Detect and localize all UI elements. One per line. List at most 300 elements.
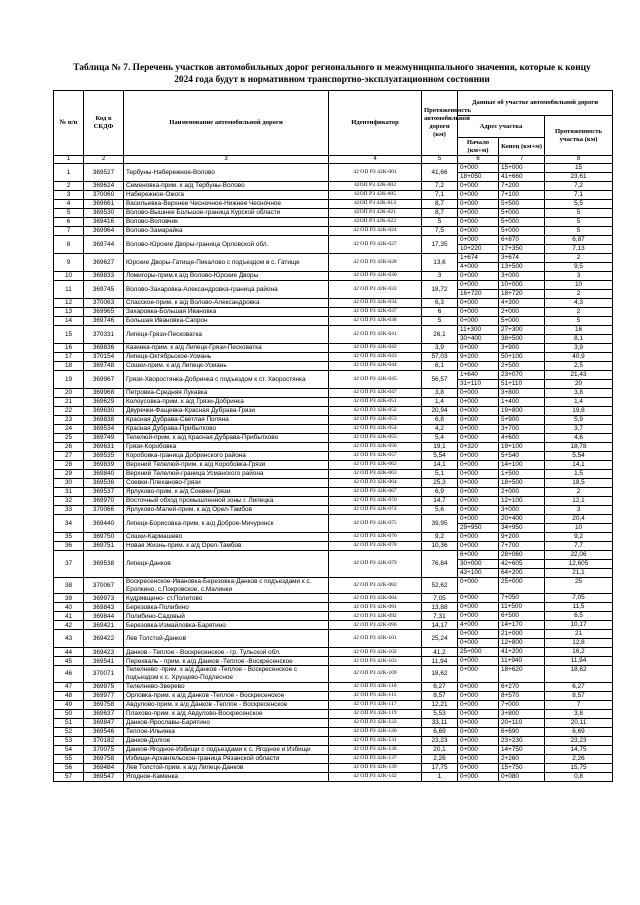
road-length: 17,75	[422, 763, 458, 772]
segment-end-cell	[499, 682, 545, 691]
road-code: 369967	[84, 371, 124, 389]
road-name: Юрские Дворы-Гатище-Пикалово с подъездом в с. Гатище	[124, 254, 329, 272]
segment-start-cell	[458, 281, 499, 299]
segment-start: 0+000	[460, 389, 478, 396]
row-number: 46	[54, 666, 84, 682]
road-code: 369751	[84, 542, 124, 551]
table-row	[54, 326, 613, 344]
road-length: 19,1	[422, 443, 458, 452]
segment-end: 1+400	[501, 398, 519, 405]
segment-end-cell	[499, 709, 545, 718]
table-row	[54, 371, 613, 389]
road-identifier: 42 ОП РЗ 42К-037	[329, 308, 422, 317]
road-identifier: 42 ОП РЗ 42К-053	[329, 416, 422, 425]
segment-end: 41+660	[499, 172, 544, 181]
road-name: Липецк-Грязи-Песковатка	[124, 326, 329, 344]
segment-end: 5+000	[501, 227, 519, 234]
road-code: 369537	[84, 488, 124, 497]
segment-length: 2	[576, 488, 581, 495]
segment-length: 23,23	[570, 736, 587, 744]
road-name: Липецк-Октябрьское-Усмань	[124, 353, 329, 362]
road-code: 369964	[84, 227, 124, 236]
segment-length-cell	[545, 308, 613, 317]
road-length: 9,2	[422, 533, 458, 542]
road-identifier: 42 ОП РЗ 42К-074	[329, 506, 422, 515]
road-code: 369973	[84, 594, 124, 603]
segment-end-cell	[499, 533, 545, 542]
segment-start: 10+220	[458, 244, 498, 253]
segment-length: 20,11	[570, 718, 587, 726]
segment-start: 0+000	[460, 218, 478, 225]
segment-length-cell	[545, 578, 613, 594]
road-name: Волово-Замарайка	[124, 227, 329, 236]
table-row	[54, 389, 613, 398]
table-row	[54, 736, 613, 745]
segment-start-cell	[458, 200, 499, 209]
segment-start-cell	[458, 164, 499, 182]
segment-length-cell	[545, 709, 613, 718]
segment-end: 34+950	[499, 523, 544, 532]
segment-end: 51+110	[499, 379, 544, 388]
road-length: 1,4	[422, 398, 458, 407]
segment-end-cell	[499, 182, 545, 191]
road-code: 369416	[84, 218, 124, 227]
segment-length-cell	[545, 182, 613, 191]
road-code: 369975	[84, 682, 124, 691]
segment-end: 3+800	[501, 389, 519, 396]
road-identifier: 42 ОП РЗ 42К-041	[329, 326, 422, 344]
segment-start-cell	[458, 209, 499, 218]
road-code: 369965	[84, 308, 124, 317]
road-code: 370331	[84, 326, 124, 344]
road-identifier: 42 ОП РЗ 42К-044	[329, 362, 422, 371]
segment-end-cell	[499, 272, 545, 281]
row-number: 6	[54, 218, 84, 227]
segment-length: 12,8	[545, 638, 612, 647]
segment-length: 20,4	[572, 515, 585, 522]
segment-length-cell	[545, 691, 613, 700]
row-number: 52	[54, 727, 84, 736]
road-name: Верхний Телелюй-прим. к а/д Коробовка-Грязи	[124, 461, 329, 470]
table-row	[54, 452, 613, 461]
segment-start-cell	[458, 461, 499, 470]
segment-end: 11+500	[501, 603, 523, 611]
row-number: 18	[54, 362, 84, 371]
row-number: 34	[54, 515, 84, 533]
road-identifier: 42 ОП РЗ 42К-063	[329, 470, 422, 479]
segment-start: 16+720	[458, 289, 498, 298]
road-identifier: 42 ОП РЗ 42К-070	[329, 497, 422, 506]
road-length: 6,1	[422, 362, 458, 371]
segment-end-cell	[499, 218, 545, 227]
road-length: 5,1	[422, 470, 458, 479]
segment-start-cell	[458, 416, 499, 425]
segment-length: 9,5	[545, 262, 612, 271]
row-number: 39	[54, 594, 84, 603]
segment-start: 0+000	[460, 603, 478, 611]
segment-length: 14,1	[572, 461, 585, 468]
segment-start: 0+000	[460, 745, 478, 753]
segment-start: 0+000	[460, 763, 478, 771]
segment-length: 16,2	[572, 648, 585, 656]
segment-start: 0+000	[460, 281, 478, 288]
segment-start: 0+000	[460, 308, 478, 315]
segment-start: 0+000	[460, 533, 478, 540]
segment-end: 6+870	[501, 236, 519, 243]
row-number: 35	[54, 533, 84, 542]
road-code: 369423	[84, 648, 124, 657]
segment-end: 5+500	[501, 200, 519, 207]
road-name: Данков - Теплое - Воскресенское - гр. Тульской обл.	[124, 648, 329, 657]
segment-start-cell	[458, 470, 499, 479]
header-num: № п/п	[54, 91, 84, 156]
road-identifier: 42 ОП РЗ 42К-043	[329, 353, 422, 362]
segment-start: 25+000	[460, 648, 482, 656]
segment-start: 0+000	[460, 594, 478, 602]
road-identifier: 42 ОП РЗ 42К-042	[329, 344, 422, 353]
segment-end: 13+500	[499, 262, 544, 271]
segment-end: 20+400	[501, 515, 523, 522]
row-number: 2	[54, 182, 84, 191]
road-identifier: 42 ОП РЗ 42К-034	[329, 299, 422, 308]
segment-length: 9,2	[574, 533, 583, 540]
road-identifier: 42 ОП РЗ 42К-076	[329, 533, 422, 542]
road-code: 369534	[84, 425, 124, 434]
road-name: Васильевка-Верхнее Чесночное-Нижнее Чесночное	[124, 200, 329, 209]
segment-length-cell	[545, 398, 613, 407]
table-row	[54, 425, 613, 434]
road-length: 5	[422, 317, 458, 326]
segment-length-cell	[545, 317, 613, 326]
road-code: 369440	[84, 515, 124, 533]
segment-end-cell	[499, 763, 545, 772]
road-code: 369541	[84, 657, 124, 666]
row-number: 14	[54, 317, 84, 326]
segment-end-cell	[499, 648, 545, 657]
segment-start: 0+000	[460, 416, 478, 423]
segment-end: 41+200	[501, 648, 523, 656]
segment-start: 0+000	[460, 666, 478, 674]
road-code: 370066	[84, 506, 124, 515]
segment-length: 6,5	[574, 612, 583, 620]
road-length: 4,2	[422, 425, 458, 434]
segment-length: 2,5	[574, 362, 583, 369]
segment-end: 2+500	[501, 362, 519, 369]
segment-start-cell	[458, 353, 499, 362]
segment-start-cell	[458, 272, 499, 281]
segment-start: 11+300	[460, 326, 482, 333]
row-number: 23	[54, 416, 84, 425]
segment-length-cell	[545, 200, 613, 209]
segment-start-cell	[458, 434, 499, 443]
road-length: 25,3	[422, 479, 458, 488]
segment-start: 0+000	[460, 754, 478, 762]
segment-end: 12+100	[501, 497, 523, 504]
road-name: Плахово-прим. к а/д Авдулово-Воскресенское	[124, 709, 329, 718]
segment-end: 3+900	[501, 344, 519, 351]
segment-start-cell	[458, 763, 499, 772]
segment-end-cell	[499, 398, 545, 407]
road-name: Красная Дубрава-Светлая Поляна	[124, 416, 329, 425]
road-code: 369840	[84, 470, 124, 479]
table-row	[54, 648, 613, 657]
segment-length: 15	[574, 164, 583, 171]
road-identifier: 42 ОП РЗ 42К-056	[329, 443, 422, 452]
segment-start-cell	[458, 344, 499, 353]
column-number: 6	[458, 156, 499, 164]
row-number: 53	[54, 736, 84, 745]
segment-end: 5+000	[501, 218, 519, 225]
row-number: 48	[54, 691, 84, 700]
segment-start-cell	[458, 299, 499, 308]
segment-length-cell	[545, 736, 613, 745]
segment-length-cell	[545, 648, 613, 657]
road-identifier: 42 ОП РЗ 42К-078	[329, 542, 422, 551]
segment-end: 6+690	[501, 727, 519, 735]
road-code: 369758	[84, 700, 124, 709]
segment-start-cell	[458, 603, 499, 612]
segment-start: 30+400	[458, 334, 498, 343]
segment-start: 0+000	[460, 736, 478, 744]
segment-length: 5,5	[574, 200, 583, 207]
road-identifier: 42 ОП РЗ 42К-047	[329, 389, 422, 398]
road-name: Казинка-прим. к а/д Липецк-Грязи-Песковатка	[124, 344, 329, 353]
segment-start: 0+000	[460, 700, 478, 708]
segment-length-cell	[545, 727, 613, 736]
segment-end: 7+000	[501, 700, 519, 708]
segment-length: 6,87	[572, 236, 585, 243]
header-segment-data: Данные об участке автомобильной дороги	[458, 91, 613, 116]
segment-start-cell	[458, 551, 499, 578]
road-length: 14,17	[422, 621, 458, 630]
segment-end-cell	[499, 362, 545, 371]
segment-start: 0+000	[460, 718, 478, 726]
road-identifier: 42 ОП РЗ 42К-030	[329, 272, 422, 281]
road-name: Восточный обход промышленной зоны г. Липецка	[124, 497, 329, 506]
segment-end: 20+110	[501, 718, 523, 726]
segment-start: 0+000	[460, 164, 478, 171]
segment-length: 5,9	[574, 416, 583, 423]
row-number: 37	[54, 551, 84, 578]
road-length: 12,21	[422, 700, 458, 709]
segment-length: 21,1	[545, 568, 612, 577]
segment-length: 11,94	[570, 657, 587, 665]
table-row	[54, 299, 613, 308]
segment-length-cell	[545, 164, 613, 182]
column-number: 2	[84, 156, 124, 164]
segment-start-cell	[458, 736, 499, 745]
road-length: 5,4	[422, 434, 458, 443]
road-code: 369838	[84, 416, 124, 425]
segment-end-cell	[499, 452, 545, 461]
road-identifier: 42 ОП РЗ 42К-103	[329, 657, 422, 666]
segment-start: 43+100	[458, 568, 498, 577]
segment-start-cell	[458, 236, 499, 254]
table-row	[54, 443, 613, 452]
road-length: 6,69	[422, 727, 458, 736]
road-identifier: 42ОП РЗ 42К-013	[329, 200, 422, 209]
segment-start-cell	[458, 407, 499, 416]
segment-end-cell	[499, 621, 545, 630]
segment-start: 0+000	[460, 191, 478, 198]
segment-end-cell	[499, 603, 545, 612]
table-row	[54, 621, 613, 630]
road-length: 25,24	[422, 630, 458, 648]
road-name: Березовка-Измайловка-Барятино	[124, 621, 329, 630]
segment-end-cell	[499, 191, 545, 200]
road-identifier: 42 ОП РЗ 42К-139	[329, 763, 422, 772]
segment-length-cell	[545, 603, 613, 612]
road-identifier: 42 ОП РЗ 42К-131	[329, 736, 422, 745]
segment-start-cell	[458, 182, 499, 191]
segment-length-cell	[545, 362, 613, 371]
segment-length-cell	[545, 488, 613, 497]
row-number: 19	[54, 371, 84, 389]
segment-length: 1,4	[574, 398, 583, 405]
segment-end: 8+570	[501, 691, 519, 699]
table-row	[54, 254, 613, 272]
segment-end-cell	[499, 308, 545, 317]
segment-end-cell	[499, 542, 545, 551]
table-row	[54, 434, 613, 443]
table-row	[54, 745, 613, 754]
segment-end-cell	[499, 630, 545, 648]
row-number: 17	[54, 353, 84, 362]
segment-end: 7+200	[501, 182, 519, 189]
segment-end: 4+300	[501, 299, 519, 306]
road-identifier: 42 ОП РЗ 42К-117	[329, 700, 422, 709]
row-number: 44	[54, 648, 84, 657]
segment-end-cell	[499, 470, 545, 479]
segment-end: 7+100	[501, 191, 519, 198]
segment-start-cell	[458, 700, 499, 709]
road-code: 370154	[84, 353, 124, 362]
row-number: 57	[54, 772, 84, 781]
road-code: 369758	[84, 754, 124, 763]
segment-start-cell	[458, 326, 499, 344]
segment-start: 9+200	[460, 353, 478, 360]
segment-length: 19,8	[572, 407, 585, 414]
segment-start: 0+000	[460, 452, 478, 459]
segment-start-cell	[458, 506, 499, 515]
road-length: 52,62	[422, 578, 458, 594]
segment-length: 1,5	[574, 470, 583, 477]
segment-length-cell	[545, 389, 613, 398]
segment-length-cell	[545, 497, 613, 506]
segment-start-cell	[458, 362, 499, 371]
segment-length-cell	[545, 443, 613, 452]
segment-start: 0+000	[460, 709, 478, 717]
segment-length: 23,61	[545, 172, 612, 181]
table-row	[54, 551, 613, 578]
table-row	[54, 497, 613, 506]
road-code: 369970	[84, 497, 124, 506]
segment-start-cell	[458, 452, 499, 461]
table-row	[54, 416, 613, 425]
segment-start: 0+000	[460, 344, 478, 351]
segment-start: 0+000	[460, 461, 478, 468]
road-length: 76,84	[422, 551, 458, 578]
road-identifier: 42 ОП РЗ 42К-137	[329, 754, 422, 763]
road-code: 369745	[84, 281, 124, 299]
road-length: 6,9	[422, 488, 458, 497]
segment-length: 16	[574, 326, 583, 333]
row-number: 31	[54, 488, 84, 497]
segment-end-cell	[499, 236, 545, 254]
road-identifier: 42 ОП РЗ 42К-091	[329, 603, 422, 612]
row-number: 7	[54, 227, 84, 236]
segment-start: 6+000	[460, 551, 478, 558]
road-code: 369637	[84, 709, 124, 718]
segment-start-cell	[458, 254, 499, 272]
road-code: 369538	[84, 551, 124, 578]
road-name: Березовка-Полибино	[124, 603, 329, 612]
header-code: Код в СКДФ	[84, 91, 124, 156]
segment-length: 5	[576, 317, 581, 324]
road-name: Волово-Юрские Дворы-граница Орловской обл.	[124, 236, 329, 254]
segment-length-cell	[545, 461, 613, 470]
segment-end-cell	[499, 551, 545, 578]
road-length: 5	[422, 218, 458, 227]
road-identifier: 42 ОП РЗ 42К-079	[329, 551, 422, 578]
road-code: 369421	[84, 621, 124, 630]
segment-start: 0+000	[460, 299, 478, 306]
segment-start-cell	[458, 648, 499, 657]
segment-end: 3+674	[501, 254, 519, 261]
road-identifier: 42 ОП РЗ 42К-024	[329, 227, 422, 236]
segment-start: 0+000	[460, 362, 478, 369]
segment-start: 0+000	[460, 209, 478, 216]
row-number: 29	[54, 470, 84, 479]
road-name: Тербуны-Набережное-Волово	[124, 164, 329, 182]
segment-end-cell	[499, 254, 545, 272]
segment-start-cell	[458, 657, 499, 666]
road-code: 370182	[84, 736, 124, 745]
segment-length: 18,62	[570, 666, 587, 674]
segment-start-cell	[458, 727, 499, 736]
road-name: Грязи-Хворостянка-Добринка с подъездом к ст. Хворостянка	[124, 371, 329, 389]
road-identifier: 42 ОП РЗ 42К-126	[329, 727, 422, 736]
segment-length: 2	[545, 289, 612, 298]
road-identifier: 42 ОП РЗ 42К-136	[329, 745, 422, 754]
row-number: 41	[54, 612, 84, 621]
segment-length: 4,6	[574, 434, 583, 441]
segment-length: 15,75	[570, 763, 587, 771]
table-body	[54, 164, 613, 782]
segment-end-cell	[499, 666, 545, 682]
segment-end: 5+000	[501, 317, 519, 324]
segment-start-cell	[458, 709, 499, 718]
segment-start: 0+000	[460, 772, 478, 780]
table-row	[54, 578, 613, 594]
road-name: Ломигоры-прим.к а/д Волово-Юрские Дворы	[124, 272, 329, 281]
road-name: Коробовка-граница Добринского района	[124, 452, 329, 461]
segment-end: 1+500	[501, 470, 519, 477]
row-number: 32	[54, 497, 84, 506]
road-name: Грязи-Коробовка	[124, 443, 329, 452]
segment-start: 0+000	[460, 727, 478, 735]
segment-end-cell	[499, 745, 545, 754]
segment-length-cell	[545, 666, 613, 682]
segment-end: 23+230	[501, 736, 523, 744]
road-code: 369748	[84, 362, 124, 371]
segment-start: 0+000	[460, 682, 478, 690]
row-number: 22	[54, 407, 84, 416]
road-code: 370063	[84, 299, 124, 308]
segment-end: 64+200	[499, 568, 544, 577]
table-row	[54, 691, 613, 700]
road-length: 6	[422, 308, 458, 317]
